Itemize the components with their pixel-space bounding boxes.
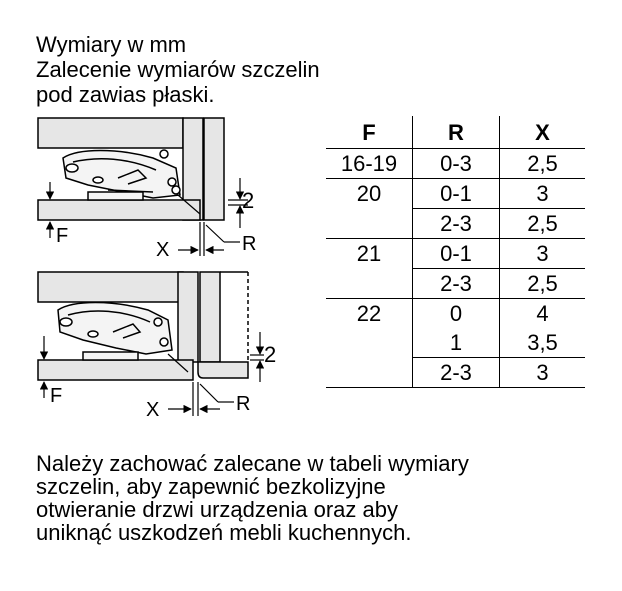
table-cell-x: 2,5 bbox=[500, 209, 586, 239]
table-header: X bbox=[500, 116, 586, 149]
note-line: uniknąć uszkodzeń mebli kuchennych. bbox=[36, 520, 412, 545]
note-line: otwieranie drzwi urządzenia oraz aby bbox=[36, 497, 398, 522]
table-cell-x: 3 bbox=[500, 358, 586, 388]
x-label: X bbox=[156, 239, 170, 261]
r-label: R bbox=[242, 233, 257, 255]
table-cell-x: 2,5 bbox=[500, 149, 586, 179]
table-cell-f: 21 bbox=[326, 239, 413, 299]
hinge-diagram-bottom bbox=[38, 272, 248, 380]
x-label: X bbox=[146, 399, 160, 421]
table-row bbox=[326, 239, 585, 269]
table-header: F bbox=[326, 116, 413, 149]
table-cell-r: 0 bbox=[413, 299, 500, 329]
table-cell-r: 0-3 bbox=[413, 149, 500, 179]
cabinet-panel bbox=[38, 118, 183, 148]
table-cell-x: 3 bbox=[500, 179, 586, 209]
table-cell-x: 3,5 bbox=[500, 328, 586, 358]
intro-text bbox=[36, 32, 320, 107]
note-line: Należy zachować zalecane w tabeli wymiary bbox=[36, 451, 469, 476]
table-cell-f: 16-19 bbox=[340, 151, 398, 176]
table-row bbox=[326, 179, 585, 209]
furniture-panel bbox=[38, 200, 200, 220]
cabinet-side-wall bbox=[178, 272, 198, 362]
appliance-door bbox=[200, 272, 220, 362]
table-header: R bbox=[413, 116, 500, 149]
table-cell-r: 2-3 bbox=[413, 358, 500, 388]
table-cell-f: 20 bbox=[326, 179, 413, 239]
r-label: R bbox=[236, 393, 251, 415]
furniture-panel bbox=[38, 360, 193, 380]
note-text bbox=[36, 452, 469, 544]
table-cell-r: 1 bbox=[413, 328, 500, 358]
intro-line: pod zawias płaski. bbox=[36, 82, 215, 107]
table-cell-x: 3 bbox=[500, 239, 586, 269]
door-edge bbox=[198, 362, 248, 378]
intro-line: Zalecenie wymiarów szczelin bbox=[36, 57, 320, 82]
table-cell-r: 2-3 bbox=[413, 269, 500, 299]
table-cell-r: 0-1 bbox=[413, 179, 500, 209]
table-cell-x: 2,5 bbox=[500, 269, 586, 299]
f-label: F bbox=[50, 385, 63, 407]
table-row bbox=[326, 149, 585, 179]
gap-label: 2 bbox=[242, 188, 255, 213]
hinge bbox=[58, 303, 172, 355]
f-label: F bbox=[56, 225, 69, 247]
table-cell-r: 0-1 bbox=[413, 239, 500, 269]
note-line: szczelin, aby zapewnić bezkolizyjne bbox=[36, 474, 386, 499]
table-row bbox=[326, 299, 585, 329]
table-cell-r: 2-3 bbox=[413, 209, 500, 239]
gap-label: 2 bbox=[264, 342, 277, 367]
table-header-row bbox=[326, 116, 585, 149]
table-cell-f: 22 bbox=[326, 299, 413, 388]
hinge-diagram bbox=[28, 110, 277, 421]
intro-line: Wymiary w mm bbox=[36, 32, 187, 57]
hinge-diagram-top bbox=[38, 118, 224, 220]
appliance-door bbox=[204, 118, 224, 220]
cabinet-panel bbox=[38, 272, 183, 302]
gap-dimensions-table bbox=[326, 116, 585, 388]
table-cell-x: 4 bbox=[500, 299, 586, 329]
